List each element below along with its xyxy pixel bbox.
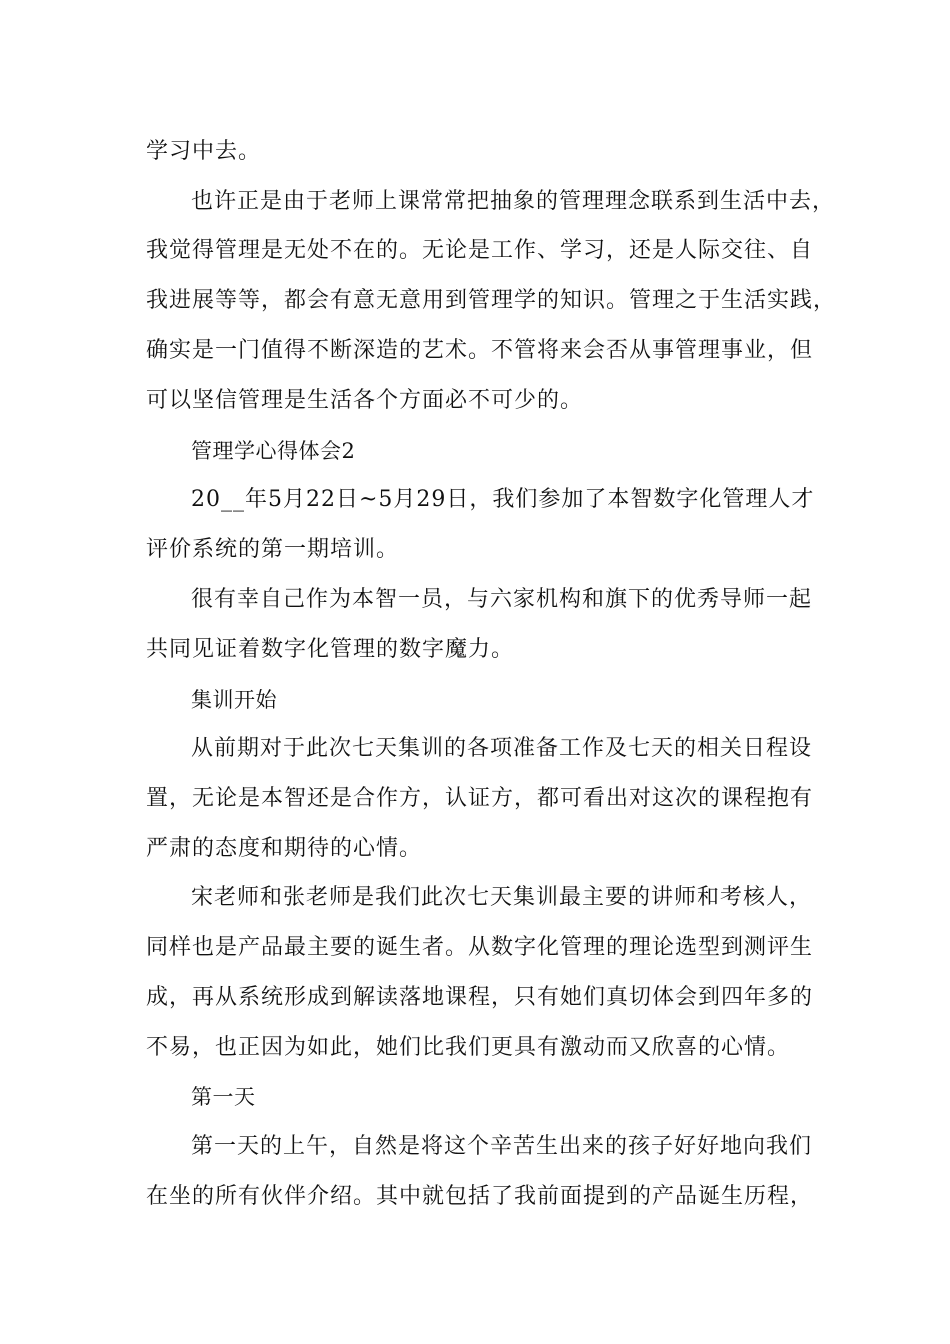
paragraph-line: 同样也是产品最主要的诞生者。从数字化管理的理论选型到测评生	[146, 935, 814, 960]
paragraph-line: 20__年5月22日~5月29日，我们参加了本智数字化管理人才	[191, 487, 815, 512]
paragraph-line: 共同见证着数字化管理的数字魔力。	[146, 637, 515, 662]
paragraph-line: 也许正是由于老师上课常常把抽象的管理理念联系到生活中去，	[191, 189, 836, 214]
paragraph-line: 我觉得管理是无处不在的。无论是工作、学习，还是人际交往、自	[146, 238, 814, 263]
paragraph-line: 很有幸自己作为本智一员，与六家机构和旗下的优秀导师一起	[191, 587, 813, 612]
paragraph-line: 确实是一门值得不断深造的艺术。不管将来会否从事管理事业，但	[146, 338, 814, 363]
paragraph-line: 成，再从系统形成到解读落地课程，只有她们真切体会到四年多的	[146, 985, 814, 1010]
paragraph-line: 评价系统的第一期培训。	[146, 537, 400, 562]
paragraph-line: 我进展等等，都会有意无意用到管理学的知识。管理之于生活实践，	[146, 288, 837, 313]
paragraph-line: 置，无论是本智还是合作方，认证方，都可看出对这次的课程抱有	[146, 786, 814, 811]
paragraph-line: 严肃的态度和期待的心情。	[146, 836, 423, 861]
paragraph-line: 可以坚信管理是生活各个方面必不可少的。	[146, 388, 584, 413]
paragraph-line: 学习中去。	[146, 139, 262, 164]
paragraph-line: 宋老师和张老师是我们此次七天集训最主要的讲师和考核人，	[191, 885, 813, 910]
paragraph-line: 在坐的所有伙伴介绍。其中就包括了我前面提到的产品诞生历程，	[146, 1184, 814, 1209]
section-heading: 管理学心得体会2	[191, 439, 356, 463]
paragraph-line: 从前期对于此次七天集训的各项准备工作及七天的相关日程设	[191, 736, 813, 761]
paragraph-line: 第一天的上午，自然是将这个辛苦生出来的孩子好好地向我们	[191, 1134, 813, 1159]
paragraph-line: 不易，也正因为如此，她们比我们更具有激动而又欣喜的心情。	[146, 1035, 791, 1060]
section-heading: 集训开始	[191, 688, 277, 712]
section-heading: 第一天	[191, 1085, 256, 1109]
